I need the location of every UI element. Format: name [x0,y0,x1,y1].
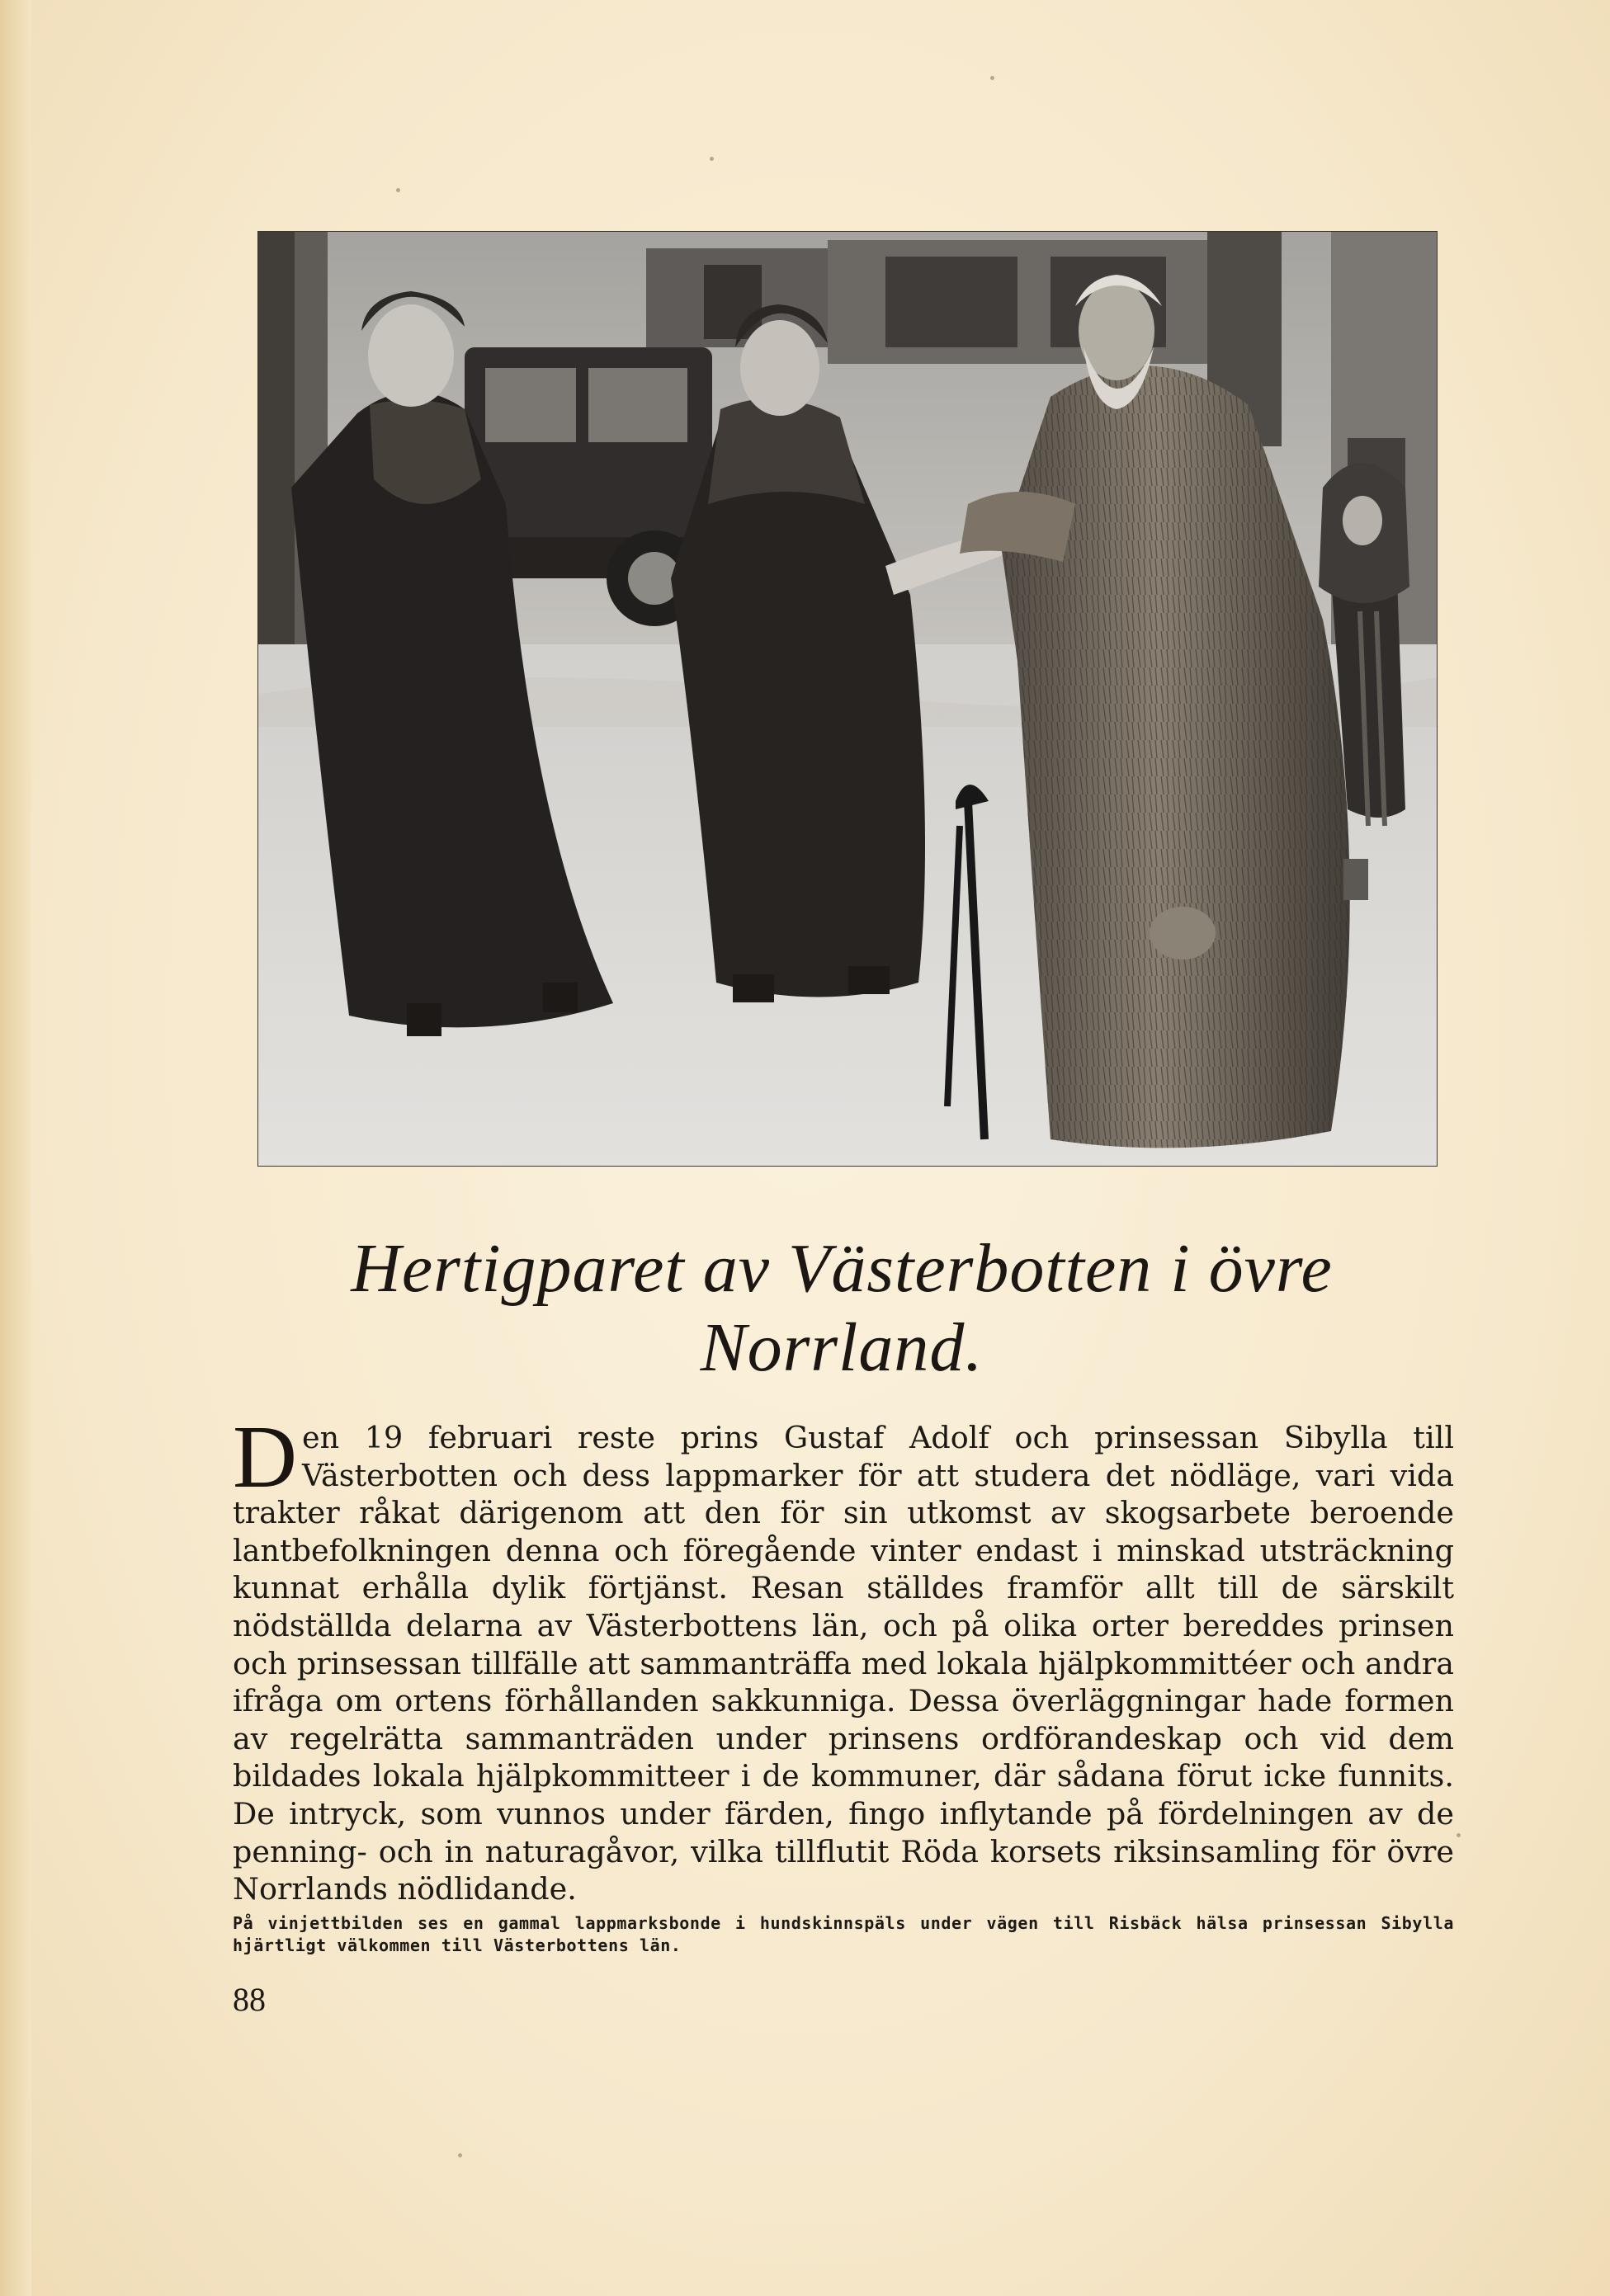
paper-speck [396,188,400,192]
paper-speck [1457,1833,1461,1837]
paper-speck [990,76,994,80]
photo-caption: På vinjettbilden ses en gammal lappmarksbonde i hundskinnspäls under vägen till Risbäck hälsa prinsessan Sibylla hjärtligt välkommen till Västerbottens län. [233,1913,1454,1955]
paper-speck [710,157,714,161]
vignette-photo [257,231,1438,1167]
page-number: 88 [233,1981,266,2018]
article-body-text: en 19 februari reste prins Gustaf Adolf och prinsessan Sibylla till Västerbotten och dess lappmarker för att studera det nödläge, vari vida trakter råkat därigenom att den för sin utkomst av skogsarbete beroende lantbefolkningen denna och föregående vinter endast i minskad utsträckning kunnat erhålla dylik förtjänst. Resan ställdes framför allt till de särskilt nödställda delarna av Västerbottens län, och på olika orter bereddes prinsen och prinsessan tillfälle att sammanträffa med lokala hjälpkommittéer och andra ifråga om ortens förhållanden sakkunniga. Dessa överläggningar hade formen av regelrätta sammanträden under prinsens ordförandeskap och vid dem bildades lokala hjälpkommitteer i de kommuner, där sådana förut icke funnits. De intryck, som vunnos under färden, fingo inflytande på fördelningen av de penning- och in naturagåvor, vilka tillflutit Röda korsets riksinsamling för övre Norrlands nödlidande. [233,1420,1454,1907]
drop-cap: D [233,1408,297,1506]
article-title: Hertigparet av Västerbotten i övre Norrland. [351,1230,1333,1386]
winter-scene-illustration [258,232,1437,1166]
article-body [233,1408,1454,1908]
paper-speck [458,2153,462,2157]
page-edge [0,0,31,2296]
